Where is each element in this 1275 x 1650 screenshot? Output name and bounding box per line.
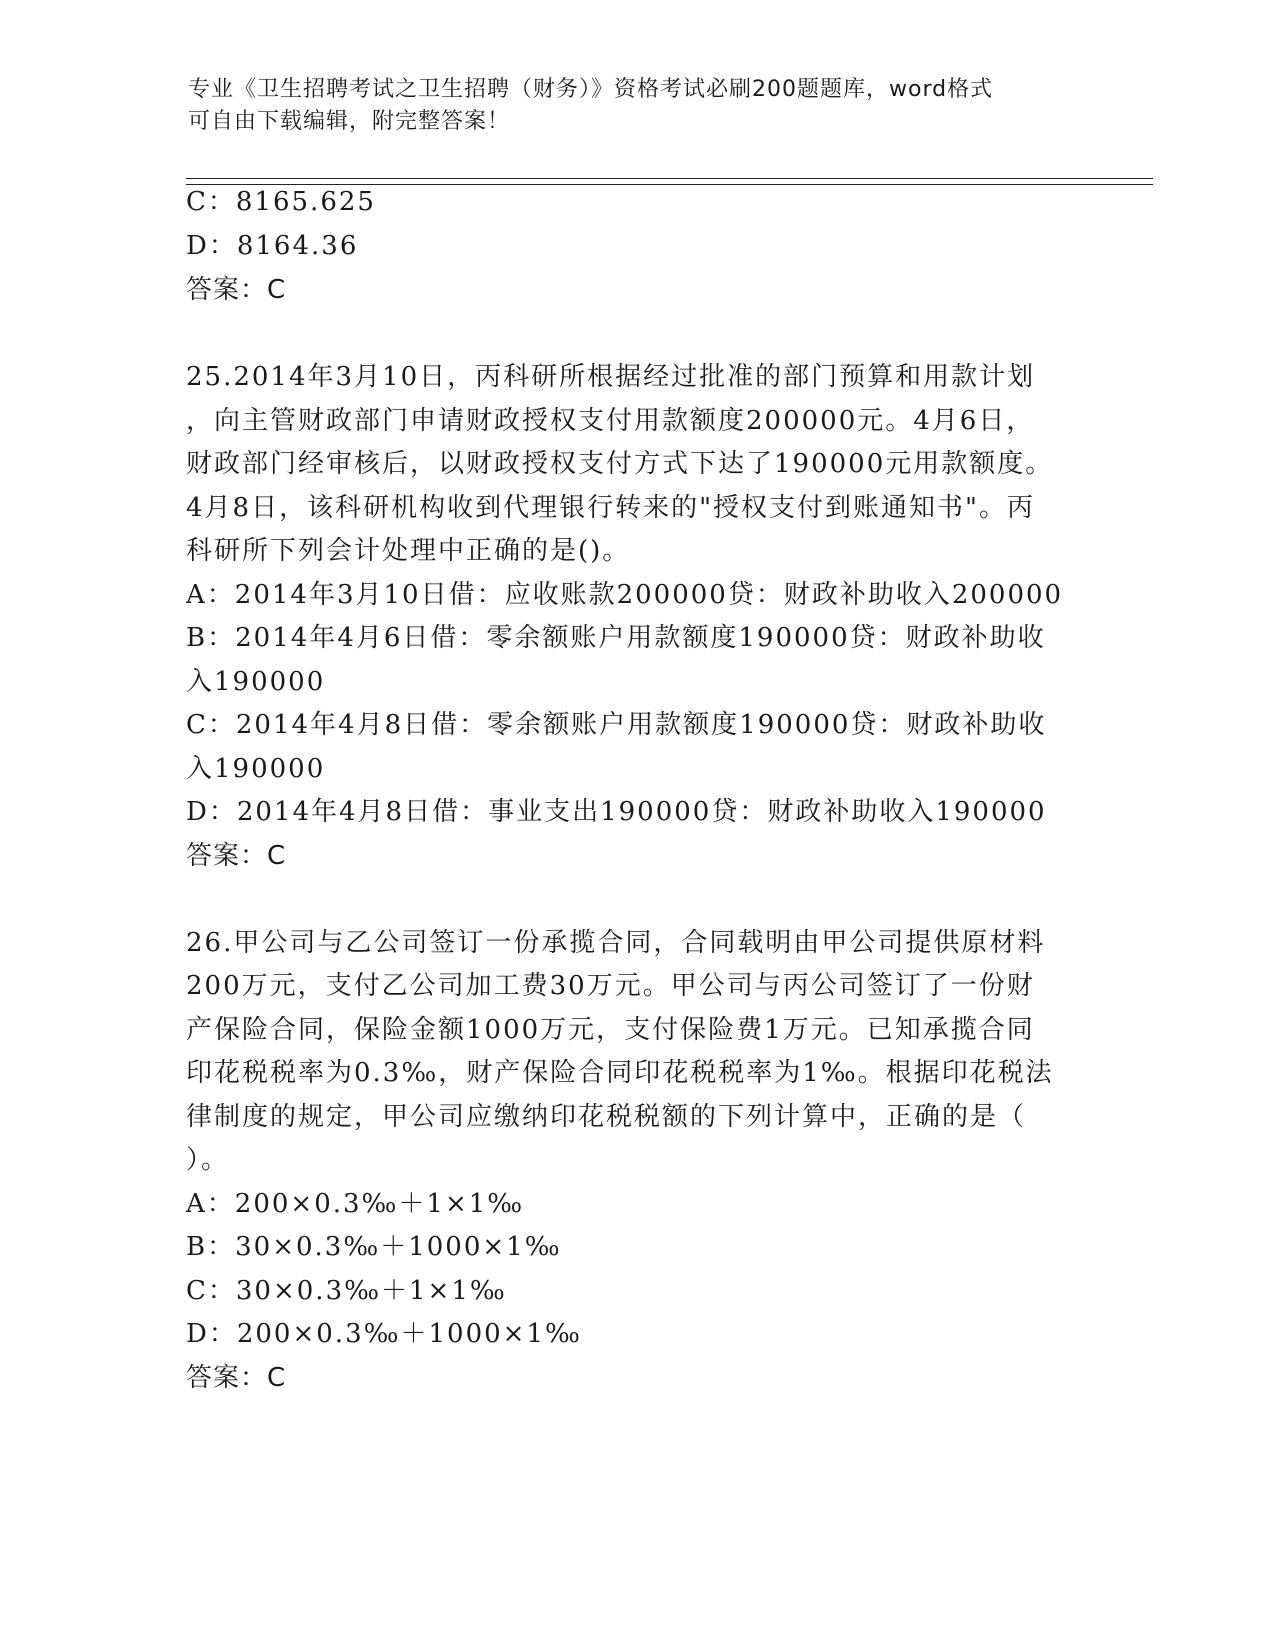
option-d: D：8164.36 bbox=[186, 231, 359, 261]
q26-stem-line: ）。 bbox=[186, 1145, 230, 1175]
q26-option-c: C：30×0.3‰＋1×1‰ bbox=[186, 1276, 507, 1306]
q25-option-c-cont: 入190000 bbox=[186, 754, 326, 784]
q26-option-d: D：200×0.3‰＋1000×1‰ bbox=[186, 1319, 582, 1349]
q25-option-d: D：2014年4月8日借：事业支出190000贷：财政补助收入190000 bbox=[186, 797, 1047, 827]
header-title-line-2: 可自由下载编辑，附完整答案！ bbox=[188, 109, 511, 134]
header-divider bbox=[186, 178, 1153, 185]
header-title-line-1: 专业《卫生招聘考试之卫生招聘（财务）》资格考试必刷200题题库，word格式 bbox=[188, 77, 994, 102]
q25-stem-line: 25.2014年3月10日，丙科研所根据经过批准的部门预算和用款计划 bbox=[186, 362, 1036, 392]
page-header bbox=[188, 74, 1088, 138]
answer-line: 答案：C bbox=[186, 275, 287, 305]
q26-stem-line: 产保险合同，保险金额1000万元，支付保险费1万元。已知承揽合同 bbox=[186, 1015, 1035, 1045]
q25-answer: 答案：C bbox=[186, 841, 287, 871]
q25-option-c: C：2014年4月8日借：零余额账户用款额度190000贷：财政补助收 bbox=[186, 710, 1047, 740]
q25-option-b-cont: 入190000 bbox=[186, 667, 326, 697]
q26-option-b: B：30×0.3‰＋1000×1‰ bbox=[186, 1232, 562, 1262]
q25-stem-line: 财政部门经审核后，以财政授权支付方式下达了190000元用款额度。 bbox=[186, 449, 1054, 479]
q26-stem-line: 律制度的规定，甲公司应缴纳印花税税额的下列计算中，正确的是（ bbox=[186, 1102, 1027, 1132]
q25-stem-line: 科研所下列会计处理中正确的是()。 bbox=[186, 536, 631, 566]
option-c: C：8165.625 bbox=[186, 187, 376, 217]
q25-option-b: B：2014年4月6日借：零余额账户用款额度190000贷：财政补助收 bbox=[186, 623, 1046, 653]
q26-answer: 答案：C bbox=[186, 1363, 287, 1393]
q26-stem-line: 印花税税率为0.3‰，财产保险合同印花税税率为1‰。根据印花税法 bbox=[186, 1058, 1054, 1088]
q26-stem-line: 26.甲公司与乙公司签订一份承揽合同，合同载明由甲公司提供原材料 bbox=[186, 928, 1046, 958]
q26-stem-line: 200万元，支付乙公司加工费30万元。甲公司与丙公司签订了一份财 bbox=[186, 971, 1035, 1001]
q25-stem-line: 4月8日，该科研机构收到代理银行转来的"授权支付到账通知书"。丙 bbox=[186, 493, 1036, 523]
q25-option-a: A：2014年3月10日借：应收账款200000贷：财政补助收入200000 bbox=[186, 580, 1064, 610]
q26-option-a: A：200×0.3‰＋1×1‰ bbox=[186, 1189, 525, 1219]
q25-stem-line: ，向主管财政部门申请财政授权支付用款额度200000元。4月6日， bbox=[186, 406, 1035, 436]
